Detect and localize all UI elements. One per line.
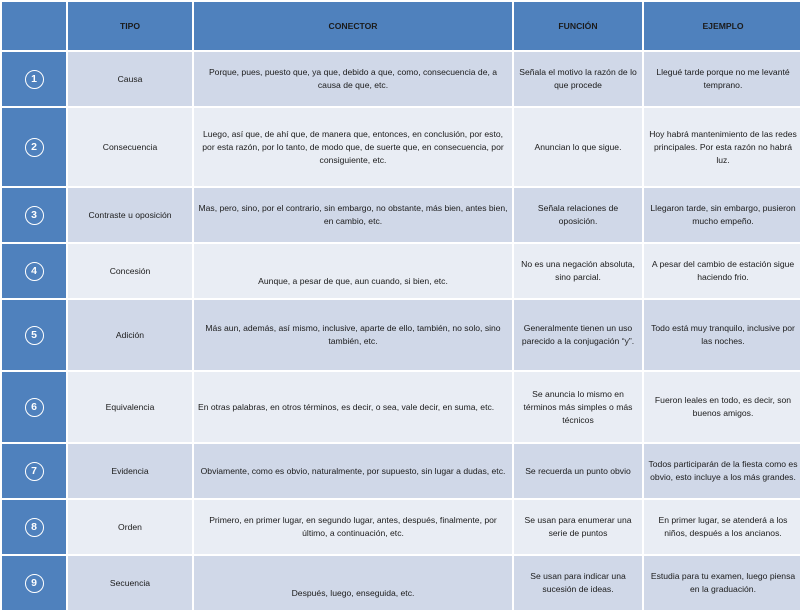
row-number-badge xyxy=(2,300,66,370)
cell-funcion: Anuncian lo que sigue. xyxy=(514,108,642,186)
cell-tipo: Causa xyxy=(68,52,192,106)
circled-number: 1 xyxy=(25,70,44,89)
cell-funcion: Se usan para enumerar una serie de puntos xyxy=(514,500,642,554)
table-row xyxy=(2,500,800,554)
row-number-badge xyxy=(2,244,66,298)
table-row xyxy=(2,244,800,298)
circled-number: 3 xyxy=(25,206,44,225)
circled-number: 9 xyxy=(25,574,44,593)
circled-number: 7 xyxy=(25,462,44,481)
cell-tipo: Evidencia xyxy=(68,444,192,498)
row-number-badge xyxy=(2,556,66,610)
cell-funcion: Se anuncia lo mismo en términos más simples o más técnicos xyxy=(514,372,642,442)
row-number-badge xyxy=(2,444,66,498)
circled-number: 8 xyxy=(25,518,44,537)
cell-conector: Mas, pero, sino, por el contrario, sin embargo, no obstante, más bien, antes bien, en cambio, etc. xyxy=(194,188,512,242)
cell-funcion: Se usan para indicar una sucesión de ideas. xyxy=(514,556,642,610)
cell-funcion: Señala el motivo la razón de lo que procede xyxy=(514,52,642,106)
table-row xyxy=(2,188,800,242)
cell-ejemplo: Llegaron tarde, sin embargo, pusieron mucho empeño. xyxy=(644,188,800,242)
table-row xyxy=(2,372,800,442)
header-ejemplo: EJEMPLO xyxy=(644,2,800,50)
row-number-badge xyxy=(2,500,66,554)
cell-ejemplo: Estudia para tu examen, luego piensa en la graduación. xyxy=(644,556,800,610)
circled-number: 4 xyxy=(25,262,44,281)
cell-conector: Después, luego, enseguida, etc. xyxy=(194,556,512,610)
cell-tipo: Consecuencia xyxy=(68,108,192,186)
row-number-badge xyxy=(2,52,66,106)
row-number-badge xyxy=(2,188,66,242)
cell-ejemplo: Todos participarán de la fiesta como es obvio, esto incluye a los más grandes. xyxy=(644,444,800,498)
cell-conector: Luego, así que, de ahí que, de manera que, entonces, en conclusión, por esto, por esta razón, por lo tanto, de modo que, de suerte que, en consecuencia, por consiguiente, etc. xyxy=(194,108,512,186)
cell-ejemplo: Hoy habrá mantenimiento de las redes principales. Por esta razón no habrá luz. xyxy=(644,108,800,186)
circled-number: 2 xyxy=(25,138,44,157)
cell-tipo: Secuencia xyxy=(68,556,192,610)
header-number xyxy=(2,2,66,50)
cell-ejemplo: A pesar del cambio de estación sigue haciendo frio. xyxy=(644,244,800,298)
cell-ejemplo: Llegué tarde porque no me levanté temprano. xyxy=(644,52,800,106)
circled-number: 5 xyxy=(25,326,44,345)
cell-funcion: Se recuerda un punto obvio xyxy=(514,444,642,498)
row-number-badge xyxy=(2,108,66,186)
header-funcion: FUNCIÓN xyxy=(514,2,642,50)
table-row xyxy=(2,108,800,186)
cell-conector: Aunque, a pesar de que, aun cuando, si bien, etc. xyxy=(194,244,512,298)
header-row xyxy=(2,2,800,50)
cell-conector: Más aun, además, así mismo, inclusive, aparte de ello, también, no solo, sino también, etc. xyxy=(194,300,512,370)
cell-ejemplo: Fueron leales en todo, es decir, son buenos amigos. xyxy=(644,372,800,442)
cell-conector: Obviamente, como es obvio, naturalmente, por supuesto, sin lugar a dudas, etc. xyxy=(194,444,512,498)
cell-tipo: Adición xyxy=(68,300,192,370)
table-row xyxy=(2,444,800,498)
row-number-badge xyxy=(2,372,66,442)
header-conector: CONECTOR xyxy=(194,2,512,50)
cell-funcion: No es una negación absoluta, sino parcial. xyxy=(514,244,642,298)
header-tipo: TIPO xyxy=(68,2,192,50)
cell-funcion: Señala relaciones de oposición. xyxy=(514,188,642,242)
cell-tipo: Orden xyxy=(68,500,192,554)
cell-tipo: Equivalencia xyxy=(68,372,192,442)
cell-conector: En otras palabras, en otros términos, es decir, o sea, vale decir, en suma, etc. xyxy=(194,372,512,442)
table-row xyxy=(2,556,800,610)
table-row xyxy=(2,300,800,370)
cell-ejemplo: Todo está muy tranquilo, inclusive por las noches. xyxy=(644,300,800,370)
cell-ejemplo: En primer lugar, se atenderá a los niños, después a los ancianos. xyxy=(644,500,800,554)
table-row xyxy=(2,52,800,106)
cell-tipo: Contraste u oposición xyxy=(68,188,192,242)
circled-number: 6 xyxy=(25,398,44,417)
cell-conector: Porque, pues, puesto que, ya que, debido a que, como, consecuencia de, a causa de que, etc. xyxy=(194,52,512,106)
cell-tipo: Concesión xyxy=(68,244,192,298)
cell-funcion: Generalmente tienen un uso parecido a la conjugación “y”. xyxy=(514,300,642,370)
cell-conector: Primero, en primer lugar, en segundo lugar, antes, después, finalmente, por último, a continuación, etc. xyxy=(194,500,512,554)
